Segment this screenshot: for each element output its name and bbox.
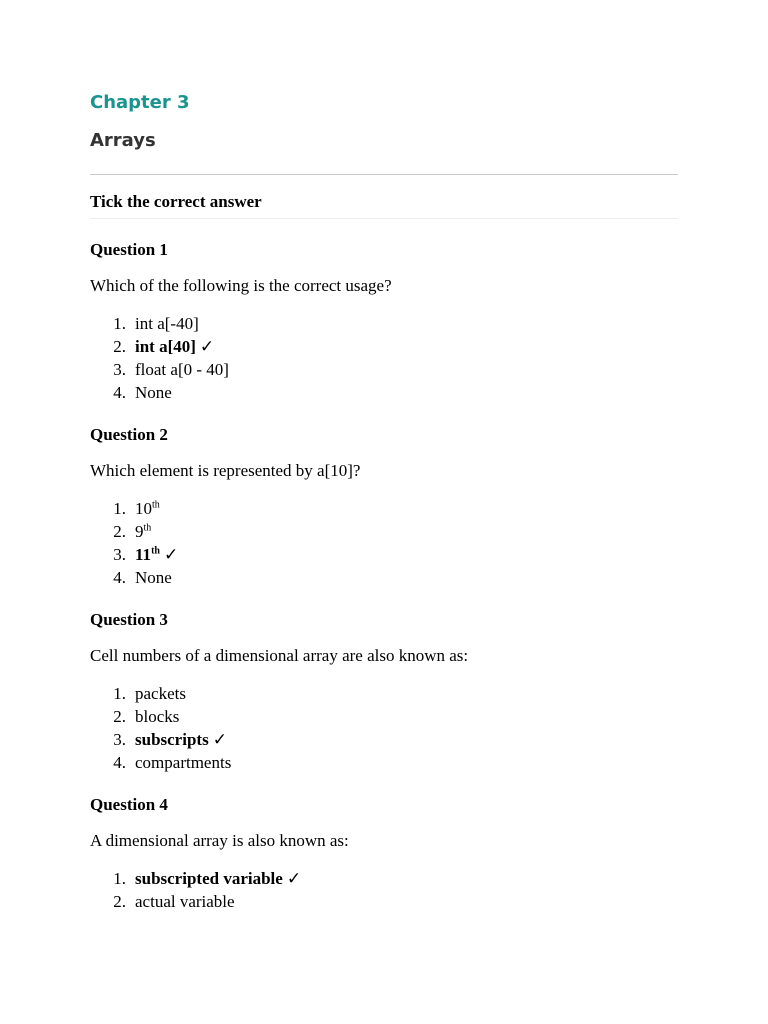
option-number: 2. [113,892,126,911]
answer-option [90,567,678,589]
option-text: packets [135,684,186,703]
checkmark-icon: ✓ [163,545,179,564]
question-heading: Question 3 [90,610,168,629]
option-label [135,313,199,335]
question-4 [90,794,678,913]
option-label [135,729,227,751]
question-2 [90,424,678,589]
chapter-heading: Chapter 3 [90,92,190,113]
answer-option-correct [90,729,678,751]
question-list [90,239,678,913]
option-label [135,706,179,728]
option-number: 1. [113,684,126,703]
option-number: 4. [113,383,126,402]
answer-option [90,382,678,404]
option-label [135,521,151,543]
option-text: float a[0 - 40] [135,360,229,379]
option-text: 9 [135,522,144,541]
answer-option-correct [90,544,678,566]
answer-options [90,683,678,774]
question-text: A dimensional array is also known as: [90,831,349,850]
option-text: subscripted variable [135,869,283,888]
answer-options [90,313,678,404]
option-label [135,382,172,404]
option-label [135,567,172,589]
ordinal-suffix: th [143,522,152,534]
option-number: 4. [113,568,126,587]
answer-options [90,868,678,913]
chapter-title: Arrays [90,130,156,151]
option-label [135,498,160,520]
answer-option-correct [90,868,678,890]
option-number: 3. [113,360,126,379]
option-text: None [135,383,172,402]
option-text: None [135,568,172,587]
option-text: 10 [135,499,152,518]
option-label [135,683,186,705]
option-text: actual variable [135,892,235,911]
checkmark-icon: ✓ [199,337,215,356]
option-number: 1. [113,869,126,888]
answer-option [90,683,678,705]
option-text: 11 [135,545,152,564]
ordinal-suffix: th [152,499,160,511]
document-page [90,88,678,914]
option-label [135,336,214,358]
option-number: 2. [113,337,126,356]
question-heading: Question 2 [90,425,168,444]
option-text: blocks [135,707,180,726]
option-number: 2. [113,522,126,541]
option-number: 3. [113,730,126,749]
option-label [135,868,301,890]
option-text: subscripts [135,730,209,749]
answer-option [90,891,678,913]
option-label [135,752,231,774]
option-label [135,359,229,381]
option-text: int a[40] [135,337,196,356]
option-number: 4. [113,753,126,772]
answer-option [90,706,678,728]
question-heading: Question 4 [90,795,168,814]
question-1 [90,239,678,404]
checkmark-icon: ✓ [286,869,302,888]
option-number: 1. [113,499,126,518]
answer-option [90,752,678,774]
answer-option [90,521,678,543]
question-heading: Question 1 [90,240,168,259]
option-label [135,544,178,566]
answer-option-correct [90,336,678,358]
answer-options [90,498,678,589]
question-text: Which element is represented by a[10]? [90,461,361,480]
ordinal-suffix: th [151,545,160,557]
option-text: compartments [135,753,232,772]
option-text: int a[-40] [135,314,199,333]
question-text: Which of the following is the correct usage? [90,276,392,295]
option-number: 1. [113,314,126,333]
instruction-heading: Tick the correct answer [90,191,678,219]
answer-option [90,498,678,520]
option-label [135,891,235,913]
divider [90,174,678,175]
answer-option [90,359,678,381]
checkmark-icon: ✓ [212,730,227,749]
option-number: 2. [113,707,126,726]
answer-option [90,313,678,335]
option-number: 3. [113,545,126,564]
question-3 [90,609,678,774]
question-text: Cell numbers of a dimensional array are also known as: [90,646,469,665]
